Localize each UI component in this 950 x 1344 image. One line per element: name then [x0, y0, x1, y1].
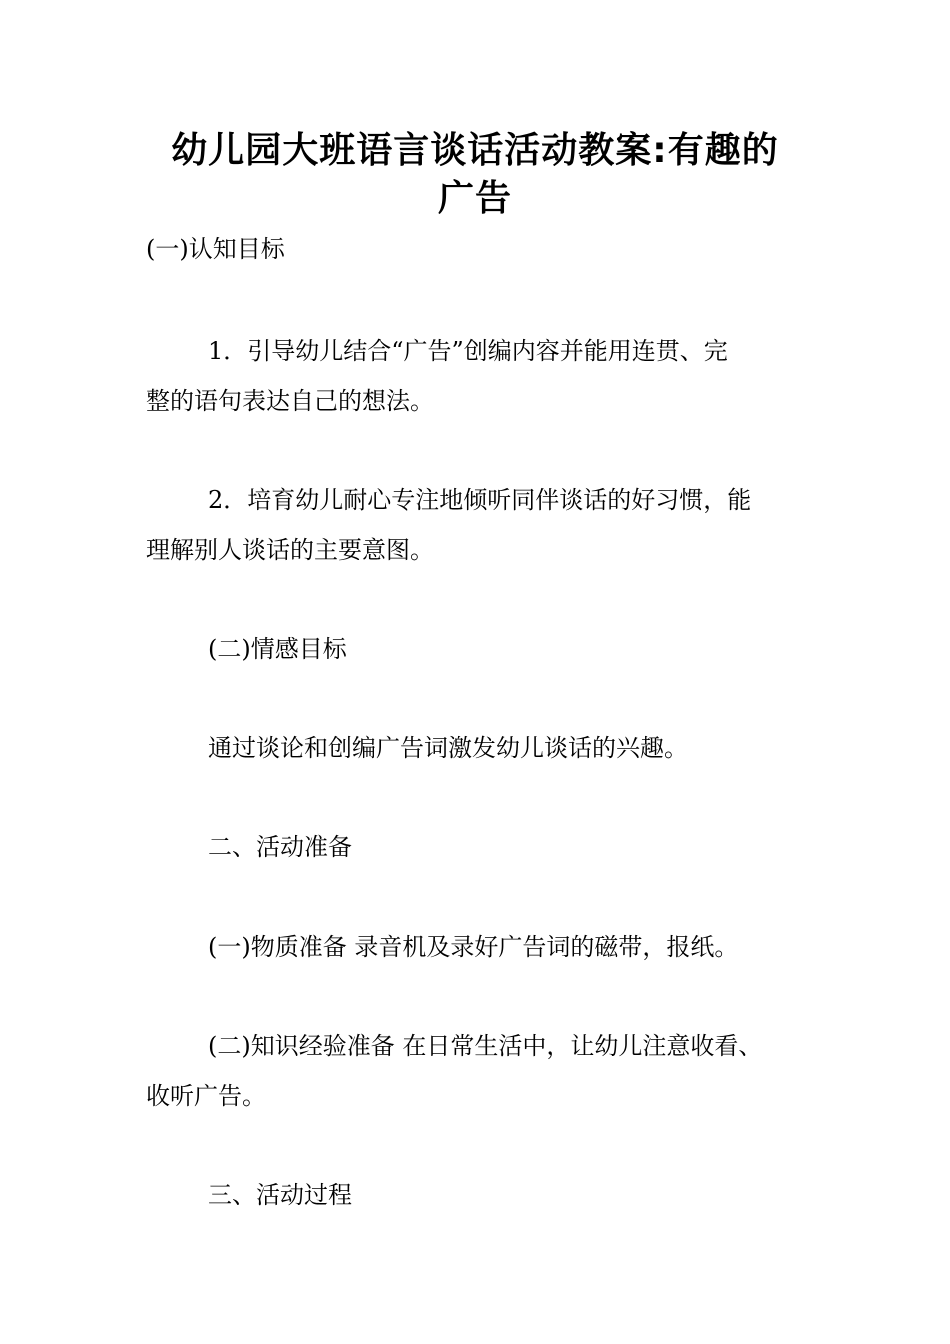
section-heading-emotional-goals: (二)情感目标 [208, 635, 347, 663]
paragraph-knowledge-preparation-line-1: (二)知识经验准备 在日常生活中，让幼儿注意收看、 [208, 1032, 763, 1060]
document-title-line-2: 广告 [437, 178, 512, 219]
paragraph-goal-1-line-2: 整的语句表达自己的想法。 [146, 387, 434, 415]
paragraph-material-preparation: (一)物质准备 录音机及录好广告词的磁带，报纸。 [208, 933, 739, 961]
paragraph-emotional-goal: 通过谈论和创编广告词激发幼儿谈话的兴趣。 [208, 734, 688, 762]
paragraph-goal-2-line-2: 理解别人谈话的主要意图。 [146, 536, 434, 564]
paragraph-goal-2-line-1: 2．培育幼儿耐心专注地倾听同伴谈话的好习惯，能 [208, 486, 752, 514]
section-heading-activity-preparation: 二、活动准备 [208, 833, 352, 861]
paragraph-goal-1-line-1: 1．引导幼儿结合“广告”创编内容并能用连贯、完 [208, 337, 728, 365]
section-heading-cognitive-goals: (一)认知目标 [146, 235, 285, 263]
section-heading-activity-process: 三、活动过程 [208, 1181, 352, 1209]
paragraph-knowledge-preparation-line-2: 收听广告。 [146, 1082, 266, 1110]
document-title-line-1: 幼儿园大班语言谈话活动教案:有趣的 [171, 130, 779, 171]
